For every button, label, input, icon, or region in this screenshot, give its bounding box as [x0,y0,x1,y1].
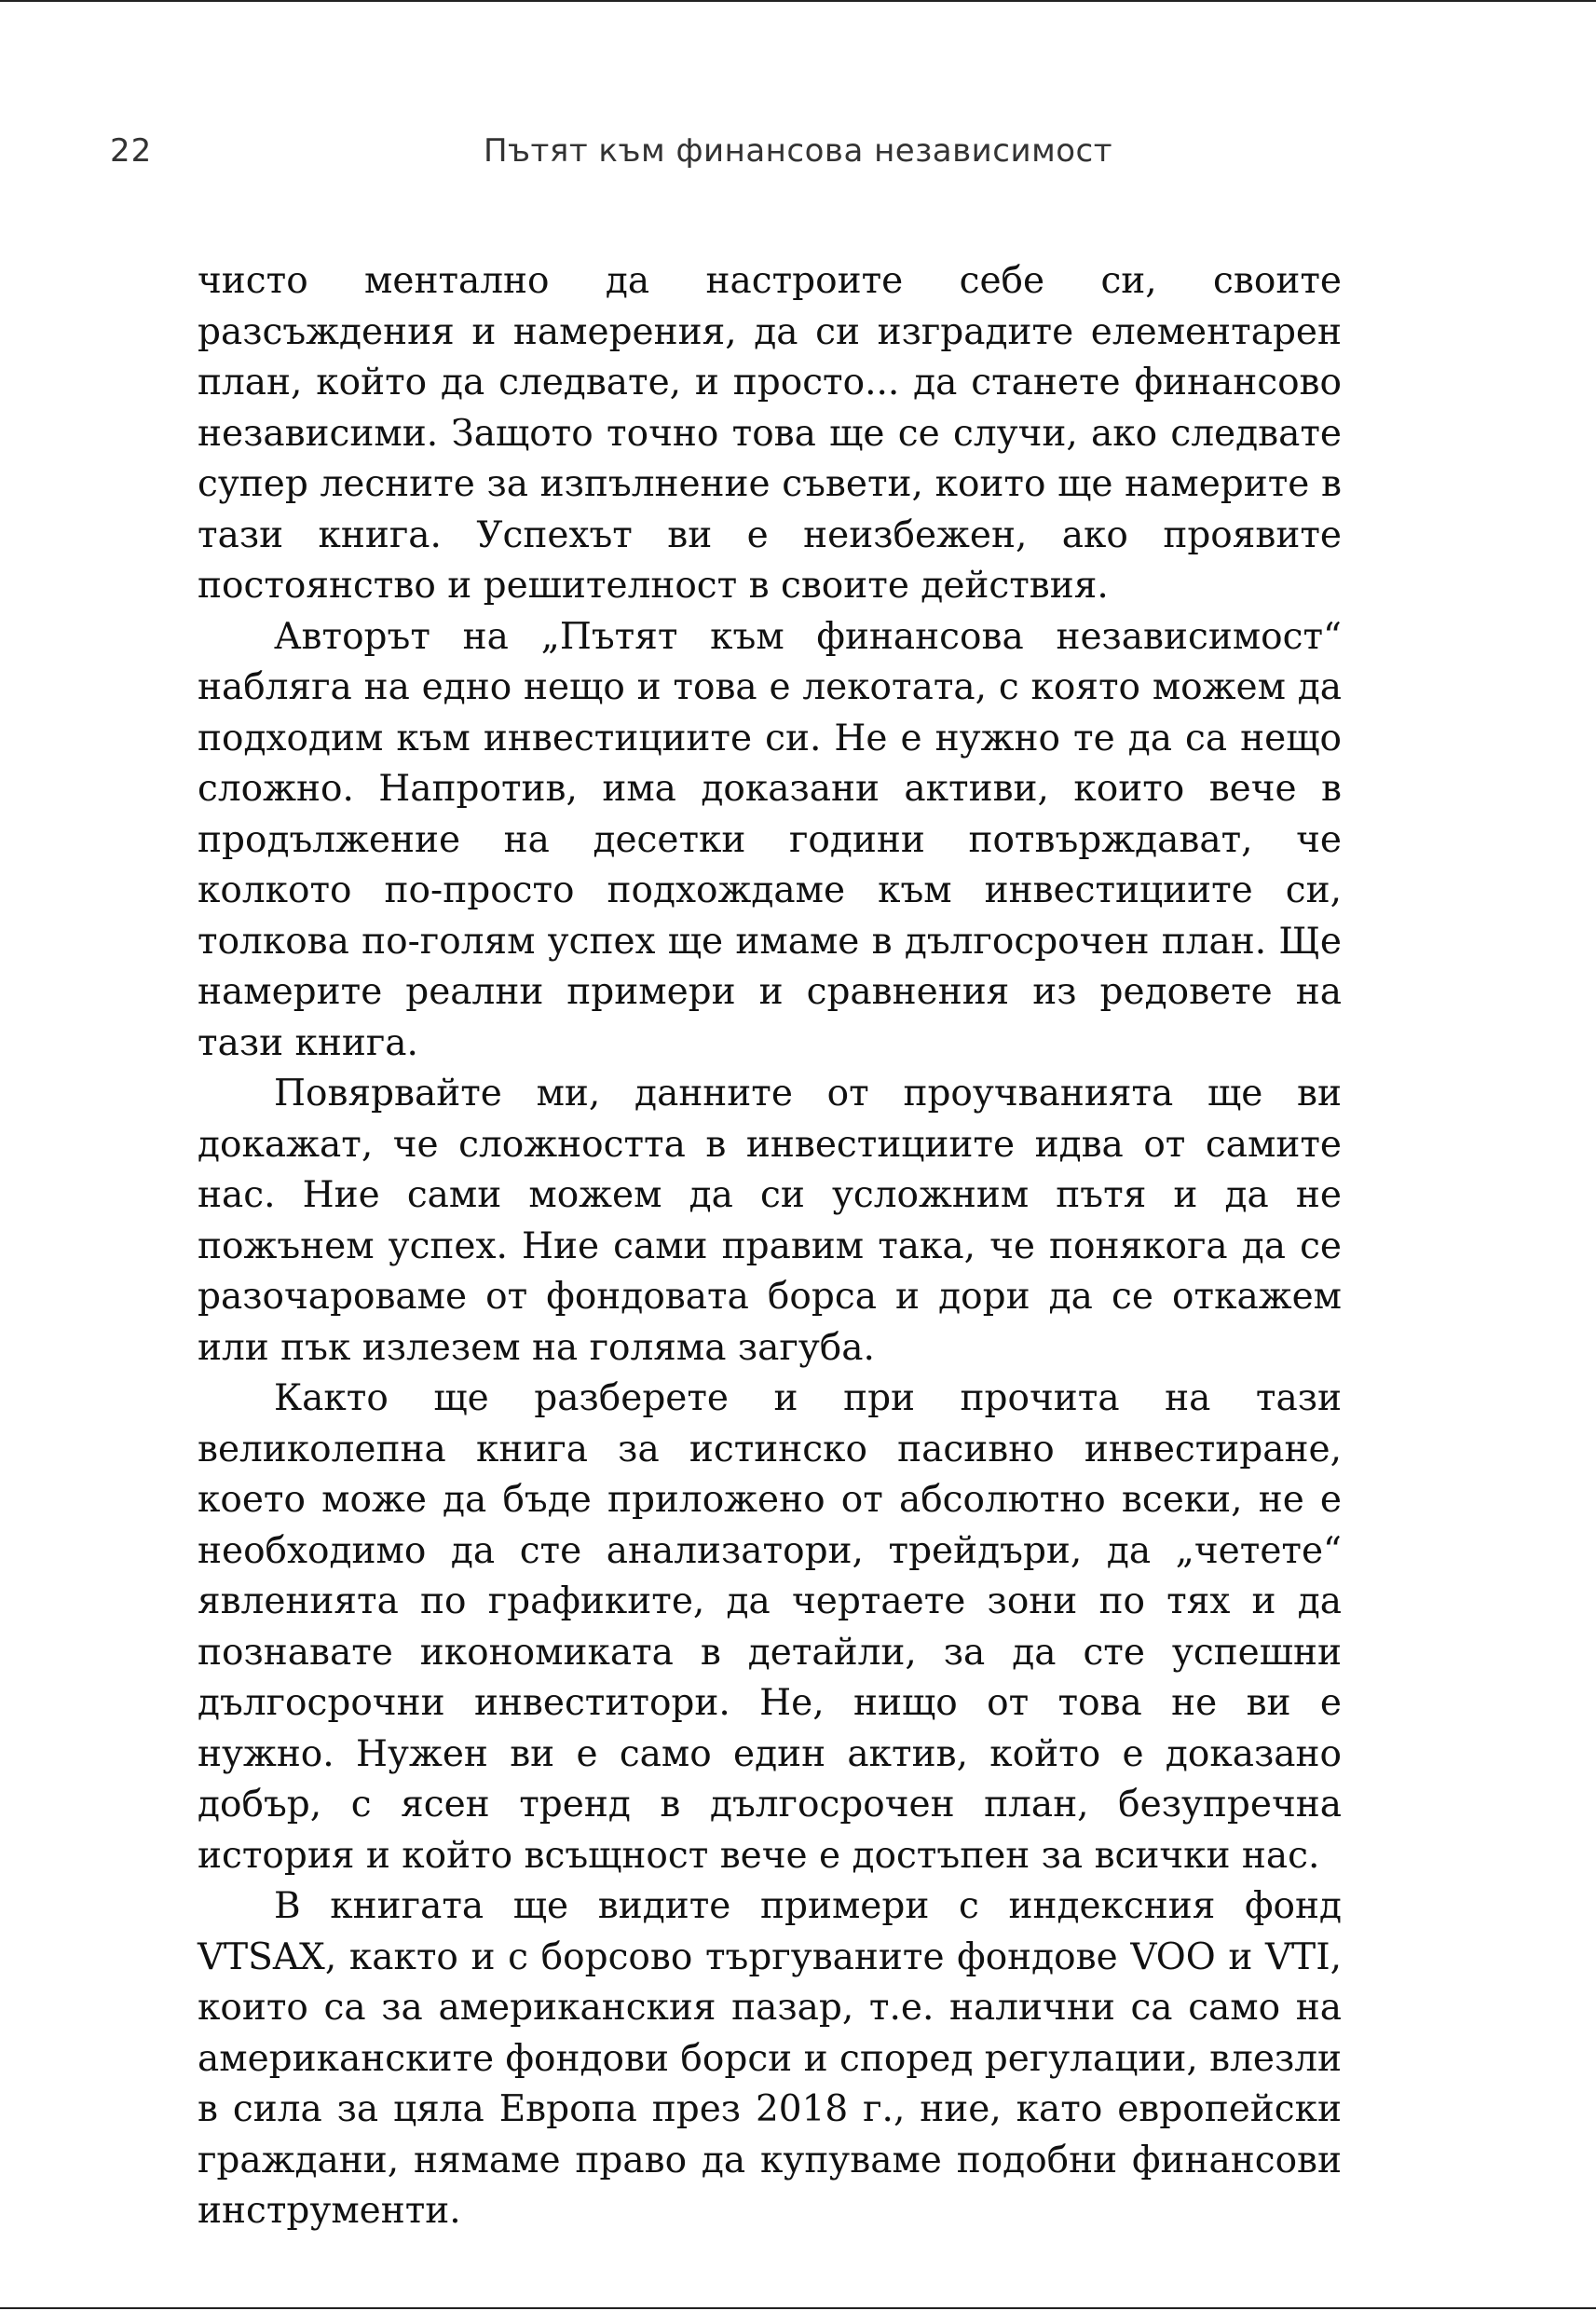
paragraph-5: В книгата ще видите примери с индексния фонд VTSAX, както и с борсово търгуваните фондове VOO и VTI, които са за американския пазар, т.е. налични са само на американските фондови борси и според регулации, влезли в сила за цяла Европа през 2018 г., ние, като европейски граждани, нямаме право да купуваме подобни финансови инструменти. [198,1885,1342,2232]
bottom-border-line [0,2307,1596,2309]
body-text [198,256,1342,2237]
paragraph-3: Повярвайте ми, данните от проучванията ще ви докажат, че сложността в инвестициите идва от самите нас. Ние сами можем да си усложним пътя и да не пожънем успех. Ние сами правим така, че понякога да се разочароваме от фондовата борса и дори да се откажем или пък излезем на голяма загуба. [198,1073,1342,1369]
top-border-line [0,0,1596,2]
paragraph-1: чисто ментално да настроите себе си, своите разсъждения и намерения, да си изградите елементарен план, който да следвате, и просто... да станете финансово независими. Защото точно това ще се случи, ако следвате супер лесните за изпълнение съвети, които ще намерите в тази книга. Успехът ви е неизбежен, ако проявите постоянство и решителност в своите действия. [198,260,1342,607]
paragraph-4: Както ще разберете и при прочита на тази великолепна книга за истинско пасивно инвестиране, което може да бъде приложено от абсолютно всеки, не е необходимо да сте анализатори, трейдъри, да „четете“ явленията по графиките, да чертаете зони по тях и да познавате икономиката в детайли, за да сте успешни дългосрочни инвеститори. Не, нищо от това не ви е нужно. Нужен ви е само един актив, който е доказано добър, с ясен тренд в дългосрочен план, безупречна история и който всъщност вече е достъпен за всички нас. [198,1377,1342,1877]
page-header [0,132,1596,179]
running-title: Пътят към финансова независимост [483,132,1113,170]
page-number: 22 [110,132,153,170]
paragraph-2: Авторът на „Пътят към финансова независимост“ набляга на едно нещо и това е лекотата, с която можем да подходим към инвестициите си. Не е нужно те да са нещо сложно. Напротив, има доказани активи, които вече в продължение на десетки години потвърждават, че колкото по-просто подхождаме към инвестициите си, толкова по-голям успех ще имаме в дългосрочен план. Ще намерите реални примери и сравнения из редовете на тази книга. [198,615,1342,1064]
